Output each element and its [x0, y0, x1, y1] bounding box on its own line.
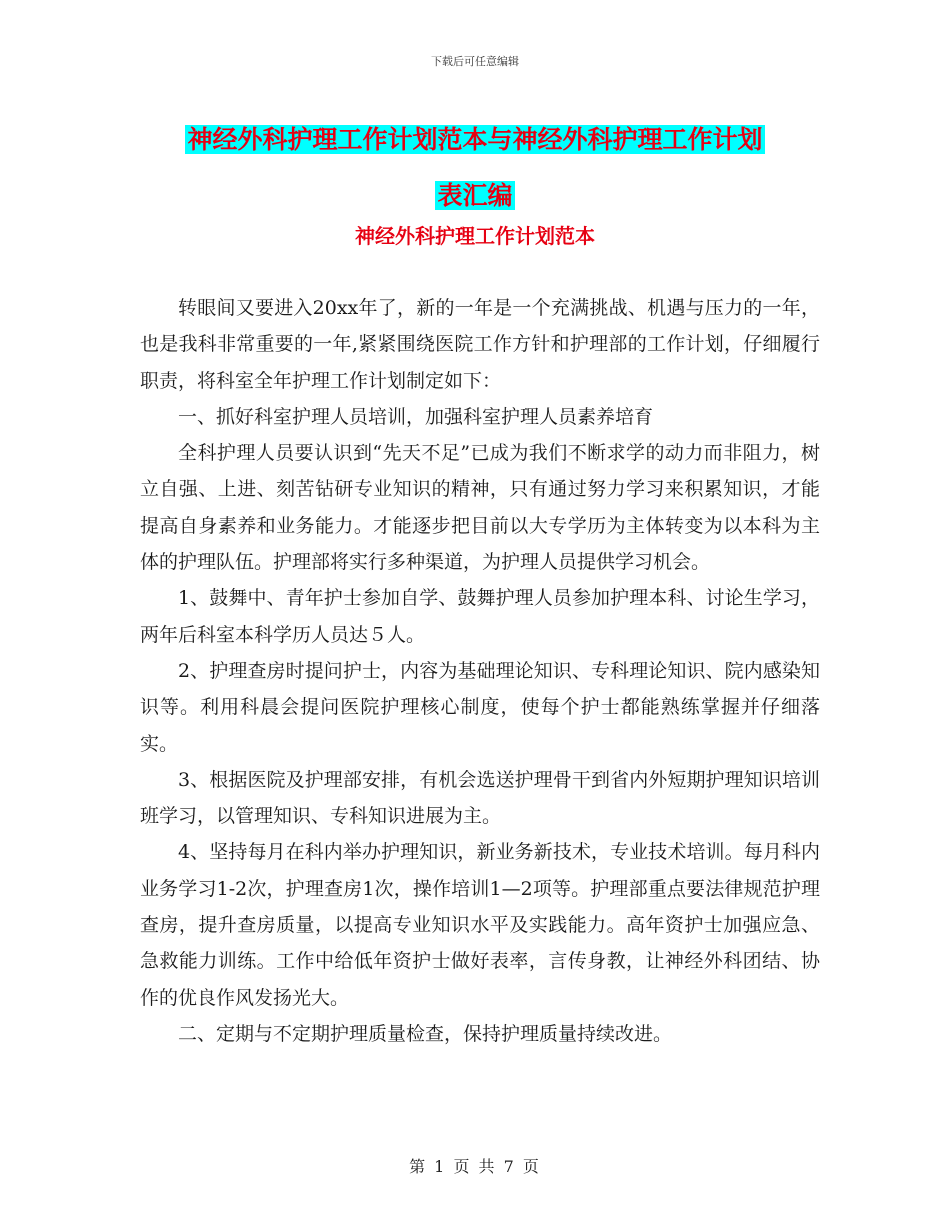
- document-title-line-1: 神经外科护理工作计划范本与神经外科护理工作计划: [187, 125, 763, 154]
- section-title: 神经外科护理工作计划范本: [355, 224, 595, 248]
- document-title-line-2: 表汇编: [437, 181, 513, 210]
- paragraph-item-2: 2、护理查房时提问护士，内容为基础理论知识、专科理论知识、院内感染知识等。利用科晨会提问医院护理核心制度，使每个护士都能熟练掌握并仔细落实。: [140, 659, 820, 755]
- paragraph-item-4: 4、坚持每月在科内举办护理知识，新业务新技术，专业技术培训。每月科内业务学习1-2次，护理查房1次，操作培训1—2项等。护理部重点要法律规范护理查房，提升查房质量，以提高专业知识水平及实践能力。高年资护士加强应急、急救能力训练。工作中给低年资护士做好表率，言传身教，让神经外科团结、协作的优良作风发扬光大。: [140, 841, 820, 1009]
- paragraph-item-3: 3、根据医院及护理部安排，有机会选送护理骨干到省内外短期护理知识培训班学习，以管理知识、专科知识进展为主。: [140, 768, 820, 828]
- paragraph-item-1: 1、鼓舞中、青年护士参加自学、鼓舞护理人员参加护理本科、讨论生学习，两年后科室本科学历人员达５人。: [140, 587, 820, 646]
- page-footer: 第 1 页 共 7 页: [409, 1157, 541, 1176]
- paragraph-heading-2: 二、定期与不定期护理质量检查，保持护理质量持续改进。: [178, 1022, 673, 1045]
- paragraph-heading-1: 一、抓好科室护理人员培训，加强科室护理人员素养培育: [178, 405, 654, 428]
- paragraph: 全科护理人员要认识到“先天不足”已成为我们不断求学的动力而非阻力，树立自强、上进、刻苦钻研专业知识的精神，只有通过努力学习来积累知识，才能提高自身素养和业务能力。才能逐步把目前以大专学历为主体转变为以本科为主体的护理队伍。护理部将实行多种渠道，为护理人员提供学习机会。: [140, 442, 820, 574]
- paragraph-intro: 转眼间又要进入20xx年了，新的一年是一个充满挑战、机遇与压力的一年，也是我科非常重要的一年,紧紧围绕医院工作方针和护理部的工作计划，仔细履行职责，将科室全年护理工作计划制定如下：: [140, 297, 820, 392]
- document-body: [140, 290, 820, 1052]
- document-title: [140, 112, 810, 224]
- header-note: 下载后可任意编辑: [431, 55, 519, 68]
